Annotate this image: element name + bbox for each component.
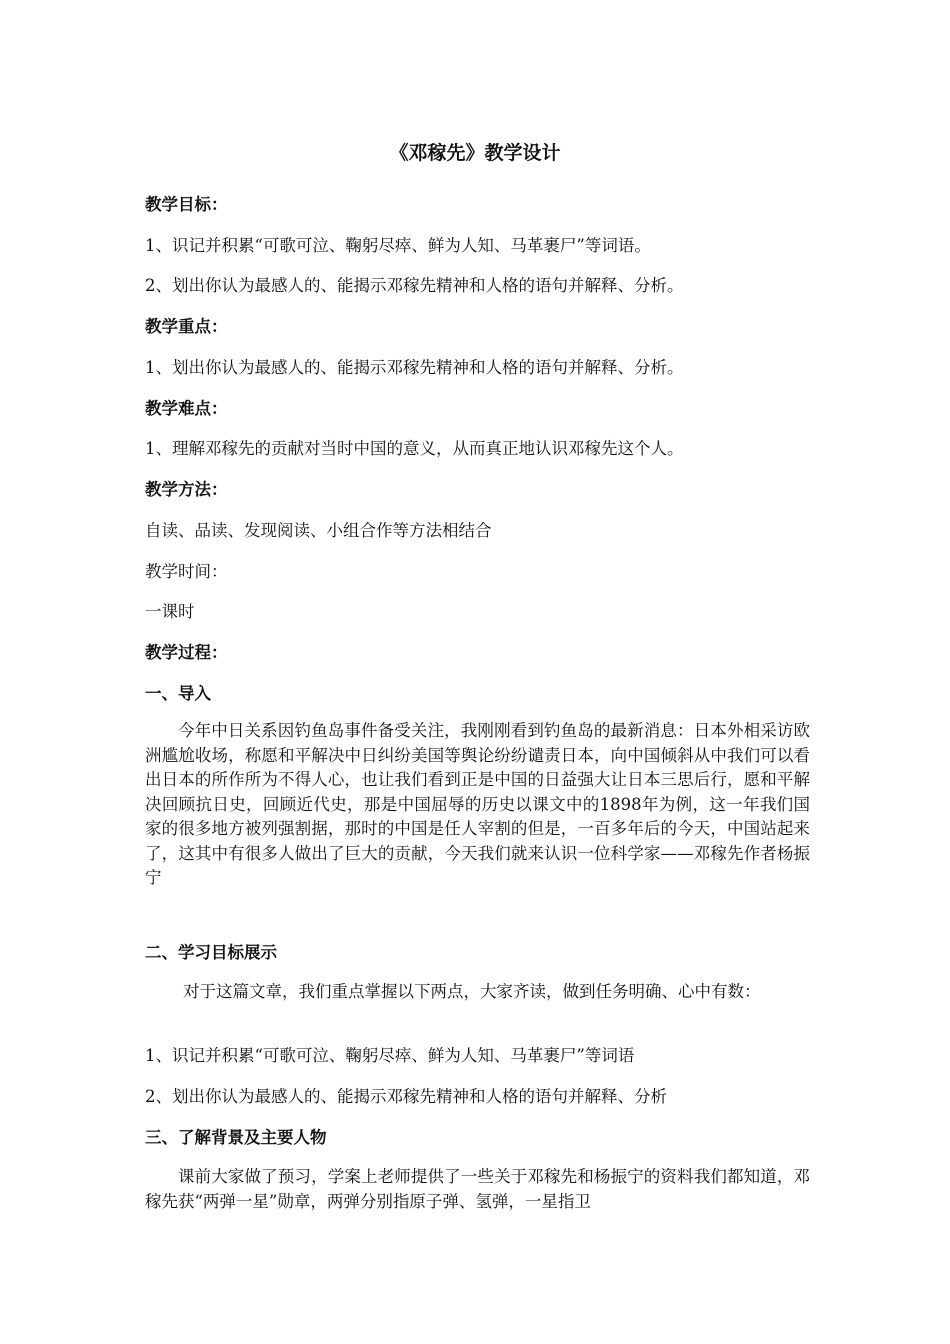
section3-heading: 三、了解背景及主要人物 <box>145 1128 327 1147</box>
section2-paragraph: 对于这篇文章，我们重点掌握以下两点，大家齐读，做到任务明确、心中有数： <box>182 982 761 1001</box>
section2-item-2: 2、划出你认为最感人的、能揭示邓稼先精神和人格的语句并解释、分析 <box>145 1087 667 1106</box>
objective-item-2: 2、划出你认为最感人的、能揭示邓稼先精神和人格的语句并解释、分析。 <box>145 276 684 295</box>
difficulty-item-1: 1、理解邓稼先的贡献对当时中国的意义，从而真正地认识邓稼先这个人。 <box>145 439 684 458</box>
time-text: 一课时 <box>145 602 195 621</box>
keypoints-heading: 教学重点： <box>145 317 228 336</box>
methods-text: 自读、品读、发现阅读、小组合作等方法相结合 <box>145 521 492 540</box>
objective-item-1: 1、识记并积累“可歌可泣、鞠躬尽瘁、鲜为人知、马革裹尸”等词语。 <box>145 236 651 255</box>
section2-heading: 二、学习目标展示 <box>145 943 277 962</box>
time-heading: 教学时间： <box>145 562 228 581</box>
section2-item-1: 1、识记并积累“可歌可泣、鞠躬尽瘁、鲜为人知、马革裹尸”等词语 <box>145 1046 635 1065</box>
process-heading: 教学过程： <box>145 643 228 662</box>
section1-paragraph: 今年中日关系因钓鱼岛事件备受关注，我刚刚看到钓鱼岛的最新消息：日本外相采访欧洲尴尬收场，称愿和平解决中日纠纷美国等舆论纷纷谴责日本，向中国倾斜从中我们可以看出日本的所作所为不得人心，也让我们看到正是中国的日益强大让日本三思后行，愿和平解决回顾抗日史，回顾近代史，那是中国屈辱的历史以课文中的1898年为例，这一年我们国家的很多地方被列强割据，那时的中国是任人宰割的但是，一百多年后的今天，中国站起来了，这其中有很多人做出了巨大的贡献，今天我们就来认识一位科学家——邓稼先作者杨振宁 <box>145 721 810 887</box>
difficulties-heading: 教学难点： <box>145 399 228 418</box>
keypoint-item-1: 1、划出你认为最感人的、能揭示邓稼先精神和人格的语句并解释、分析。 <box>145 358 684 377</box>
document-title: 《邓稼先》教学设计 <box>389 142 561 164</box>
section3-paragraph: 课前大家做了预习，学案上老师提供了一些关于邓稼先和杨振宁的资料我们都知道，邓稼先获“两弹一星”勋章，两弹分别指原子弹、氢弹，一星指卫 <box>145 1167 810 1211</box>
objectives-heading: 教学目标： <box>145 195 228 214</box>
section1-heading: 一、导入 <box>145 684 211 703</box>
methods-heading: 教学方法： <box>145 480 228 499</box>
